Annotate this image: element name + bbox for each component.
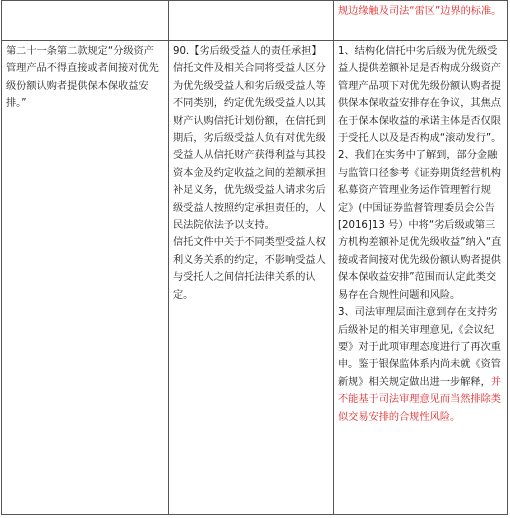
regulation-cell bbox=[2, 41, 169, 515]
analysis-point-3-warning: 并不能基于司法审理意见而当然排除类似交易安排的合规性风险。 bbox=[338, 376, 501, 423]
regulation-text: 第二十一条第二款规定“分级资产管理产品不得直接或者间接对优先级份额认购者提供保本保收益安排。” bbox=[6, 46, 159, 110]
minutes-cell bbox=[169, 41, 334, 515]
header-cell-1 bbox=[2, 1, 169, 41]
analysis-point-1: 1、结构化信托中劣后级为优先级受益人提供差额补足是否构成分级资产管理产品项下对优先级份额认购者提供保本保收益安排存在争议，其焦点在于保本保收益的承诺主体是否仅限于受托人以及是否构成“滚动发行”。 bbox=[338, 46, 502, 145]
header-cell-2 bbox=[169, 1, 334, 41]
header-cell-3 bbox=[334, 1, 508, 41]
minutes-paragraph-2: 信托文件中关于不同类型受益人权利义务关系的约定，不影响受益人与受托人之间信托法律关系的认定。 bbox=[173, 237, 326, 301]
table-row bbox=[2, 41, 508, 515]
analysis-cell bbox=[334, 41, 508, 515]
table-row bbox=[2, 1, 508, 41]
analysis-point-3-text: 3、司法审理层面注意到存在支持劣后级补足的相关审理意见,《会议纪要》对于此项审理态度进行了再次重申。鉴于银保监体系内尚未就《资管新规》相关规定做出进一步解释， bbox=[338, 307, 501, 388]
clause-comparison-table bbox=[1, 0, 508, 515]
boundary-criteria-text: 规边缘触及司法“雷区”边界的标准。 bbox=[338, 6, 502, 17]
analysis-point-3 bbox=[338, 304, 503, 426]
minutes-paragraph-1: 90.【劣后级受益人的责任承担】信托文件及相关合同将受益人区分为优先级受益人和劣后级受益人等不同类别，约定优先级受益人以其财产认购信托计划份额，在信托到期后，劣后级受益人负有对优先级受益人从信托财产获得利益与其投资本金及约定收益之间的差额承担补足义务，优先级受益人请求劣后级受益人按照约定承担责任的，人民法院依法予以支持。 bbox=[173, 46, 326, 232]
analysis-point-2: 2、我们在实务中了解到，部分金融与监管口径参考《证券期货经营机构私募资产管理业务运作管理暂行规定》(中国证券监督管理委员会公告[2016]13 号）中将“劣后级或第三方机构差额补足优先级收益”纳入“直接或者间接对优先级份额认购者提供保本保收益安排”范围而认定此类交易存在合规性问题和风险。 bbox=[338, 150, 502, 301]
